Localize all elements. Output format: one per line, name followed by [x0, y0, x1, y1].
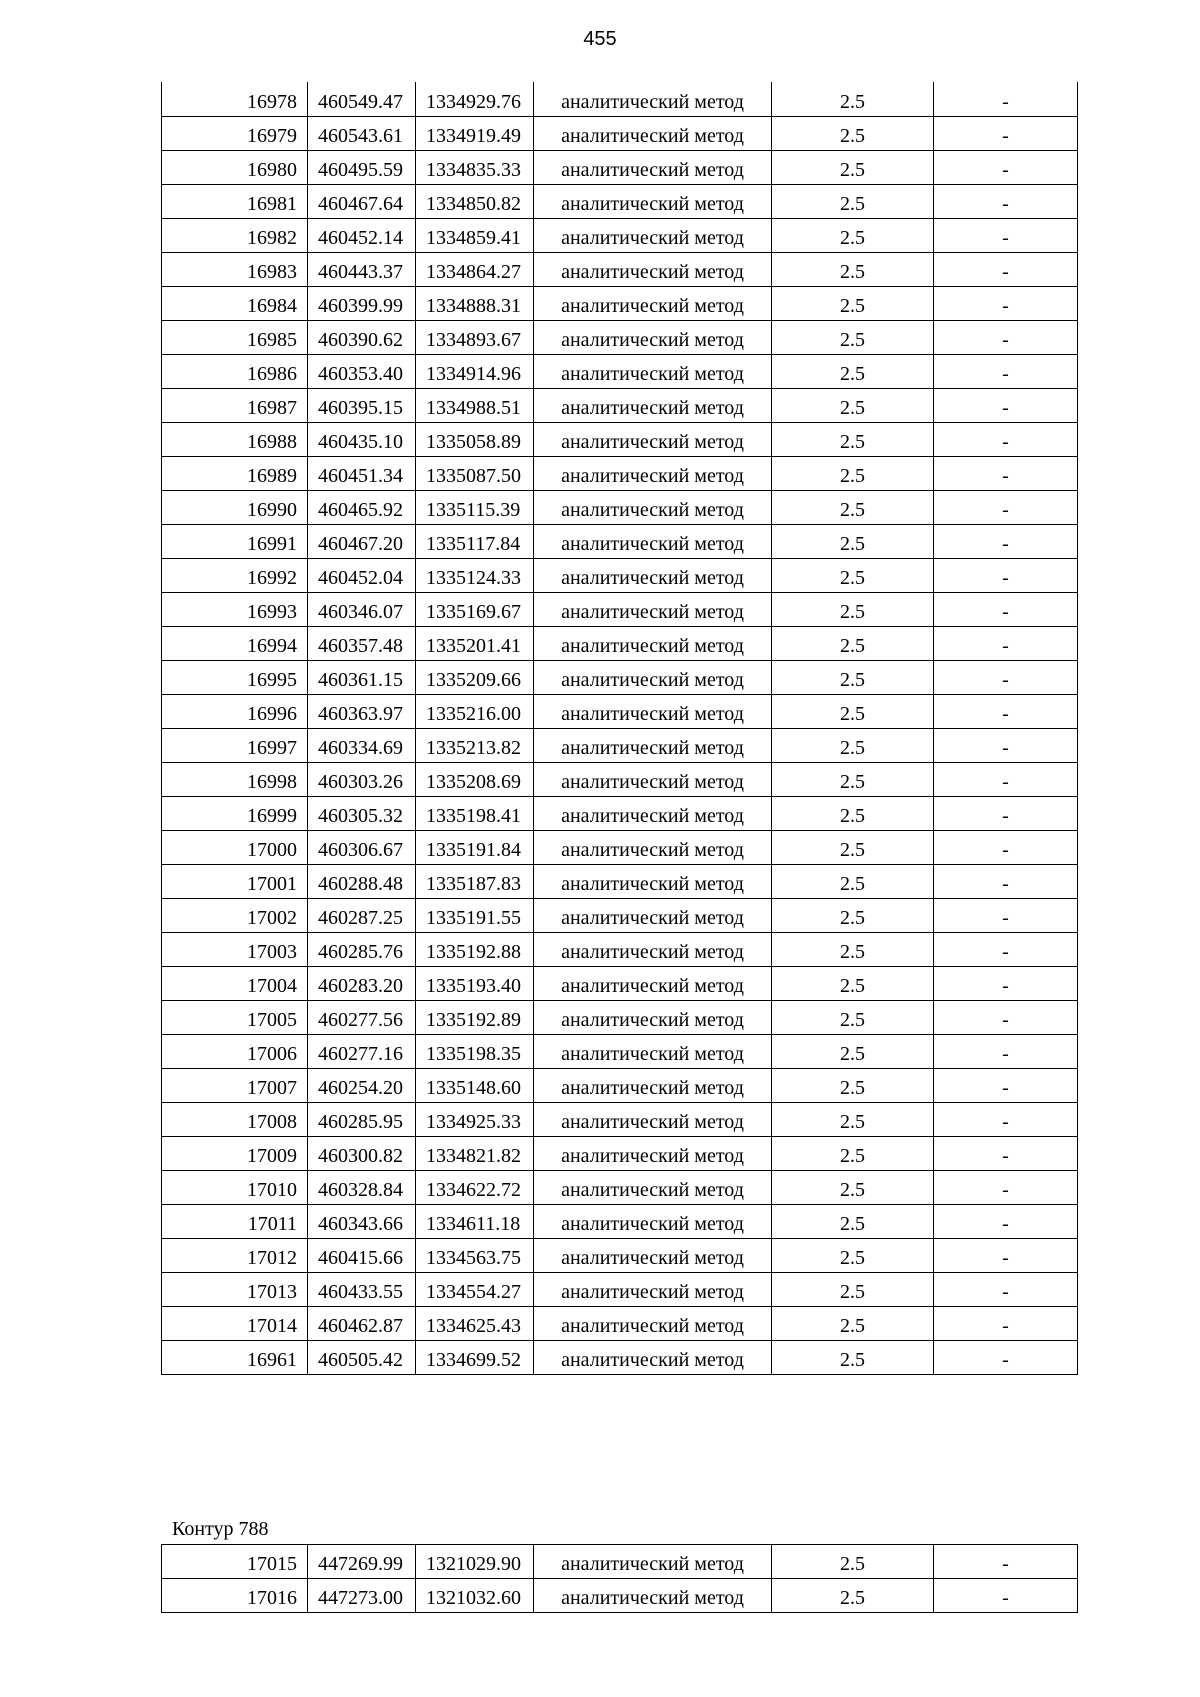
point-number-cell: 16979	[162, 116, 308, 150]
table-row	[162, 1272, 1078, 1306]
page-number: 455	[583, 28, 617, 50]
x-coordinate-cell: 460462.87	[308, 1306, 416, 1340]
description-cell: -	[934, 1340, 1078, 1374]
x-coordinate-cell: 460452.04	[308, 558, 416, 592]
accuracy-cell: 2.5	[772, 116, 934, 150]
point-number-cell: 17009	[162, 1136, 308, 1170]
x-coordinate-cell: 460361.15	[308, 660, 416, 694]
point-number-cell: 16988	[162, 422, 308, 456]
point-number-cell: 17006	[162, 1034, 308, 1068]
table-row	[162, 1068, 1078, 1102]
table-row	[162, 1238, 1078, 1272]
y-coordinate-cell: 1335192.89	[416, 1000, 534, 1034]
accuracy-cell: 2.5	[772, 524, 934, 558]
x-coordinate-cell: 460277.56	[308, 1000, 416, 1034]
description-cell: -	[934, 1272, 1078, 1306]
x-coordinate-cell: 447269.99	[308, 1545, 416, 1579]
method-cell: аналитический метод	[534, 354, 772, 388]
point-number-cell: 16961	[162, 1340, 308, 1374]
x-coordinate-cell: 460543.61	[308, 116, 416, 150]
accuracy-cell: 2.5	[772, 1579, 934, 1613]
x-coordinate-cell: 460285.95	[308, 1102, 416, 1136]
method-cell: аналитический метод	[534, 218, 772, 252]
description-cell: -	[934, 966, 1078, 1000]
method-cell: аналитический метод	[534, 456, 772, 490]
y-coordinate-cell: 1335198.41	[416, 796, 534, 830]
point-number-cell: 16980	[162, 150, 308, 184]
method-cell: аналитический метод	[534, 1272, 772, 1306]
point-number-cell: 17007	[162, 1068, 308, 1102]
description-cell: -	[934, 354, 1078, 388]
point-number-cell: 16986	[162, 354, 308, 388]
table-row	[162, 456, 1078, 490]
point-number-cell: 16978	[162, 82, 308, 116]
accuracy-cell: 2.5	[772, 456, 934, 490]
table-row	[162, 1136, 1078, 1170]
x-coordinate-cell: 460443.37	[308, 252, 416, 286]
description-cell: -	[934, 1102, 1078, 1136]
y-coordinate-cell: 1321032.60	[416, 1579, 534, 1613]
point-number-cell: 17004	[162, 966, 308, 1000]
method-cell: аналитический метод	[534, 592, 772, 626]
table-row	[162, 1102, 1078, 1136]
description-cell: -	[934, 422, 1078, 456]
accuracy-cell: 2.5	[772, 1000, 934, 1034]
table-row	[162, 660, 1078, 694]
description-cell: -	[934, 694, 1078, 728]
method-cell: аналитический метод	[534, 150, 772, 184]
y-coordinate-cell: 1334919.49	[416, 116, 534, 150]
contour-table-body	[162, 1545, 1078, 1613]
description-cell: -	[934, 1545, 1078, 1579]
table-row	[162, 796, 1078, 830]
x-coordinate-cell: 460452.14	[308, 218, 416, 252]
y-coordinate-cell: 1334611.18	[416, 1204, 534, 1238]
table-row	[162, 558, 1078, 592]
y-coordinate-cell: 1335117.84	[416, 524, 534, 558]
table-row	[162, 1306, 1078, 1340]
y-coordinate-cell: 1334699.52	[416, 1340, 534, 1374]
table-row	[162, 524, 1078, 558]
point-number-cell: 16985	[162, 320, 308, 354]
point-number-cell: 17000	[162, 830, 308, 864]
point-number-cell: 16984	[162, 286, 308, 320]
point-number-cell: 16995	[162, 660, 308, 694]
y-coordinate-cell: 1321029.90	[416, 1545, 534, 1579]
point-number-cell: 16997	[162, 728, 308, 762]
point-number-cell: 16982	[162, 218, 308, 252]
x-coordinate-cell: 447273.00	[308, 1579, 416, 1613]
table-row	[162, 82, 1078, 116]
accuracy-cell: 2.5	[772, 830, 934, 864]
accuracy-cell: 2.5	[772, 626, 934, 660]
description-cell: -	[934, 1204, 1078, 1238]
description-cell: -	[934, 252, 1078, 286]
method-cell: аналитический метод	[534, 184, 772, 218]
x-coordinate-cell: 460363.97	[308, 694, 416, 728]
accuracy-cell: 2.5	[772, 660, 934, 694]
point-number-cell: 17013	[162, 1272, 308, 1306]
description-cell: -	[934, 116, 1078, 150]
table-row	[162, 1000, 1078, 1034]
method-cell: аналитический метод	[534, 830, 772, 864]
accuracy-cell: 2.5	[772, 184, 934, 218]
y-coordinate-cell: 1335087.50	[416, 456, 534, 490]
accuracy-cell: 2.5	[772, 592, 934, 626]
point-number-cell: 16999	[162, 796, 308, 830]
description-cell: -	[934, 830, 1078, 864]
y-coordinate-cell: 1334835.33	[416, 150, 534, 184]
accuracy-cell: 2.5	[772, 286, 934, 320]
x-coordinate-cell: 460505.42	[308, 1340, 416, 1374]
accuracy-cell: 2.5	[772, 218, 934, 252]
table-row	[162, 116, 1078, 150]
x-coordinate-cell: 460433.55	[308, 1272, 416, 1306]
x-coordinate-cell: 460353.40	[308, 354, 416, 388]
accuracy-cell: 2.5	[772, 1272, 934, 1306]
method-cell: аналитический метод	[534, 762, 772, 796]
method-cell: аналитический метод	[534, 864, 772, 898]
method-cell: аналитический метод	[534, 252, 772, 286]
method-cell: аналитический метод	[534, 490, 772, 524]
y-coordinate-cell: 1334925.33	[416, 1102, 534, 1136]
x-coordinate-cell: 460343.66	[308, 1204, 416, 1238]
y-coordinate-cell: 1334554.27	[416, 1272, 534, 1306]
table-row	[162, 184, 1078, 218]
point-number-cell: 16990	[162, 490, 308, 524]
description-cell: -	[934, 150, 1078, 184]
description-cell: -	[934, 218, 1078, 252]
table-row	[162, 898, 1078, 932]
y-coordinate-cell: 1335187.83	[416, 864, 534, 898]
x-coordinate-cell: 460285.76	[308, 932, 416, 966]
table-row	[162, 490, 1078, 524]
accuracy-cell: 2.5	[772, 252, 934, 286]
point-number-cell: 16994	[162, 626, 308, 660]
accuracy-cell: 2.5	[772, 490, 934, 524]
point-number-cell: 17002	[162, 898, 308, 932]
x-coordinate-cell: 460467.64	[308, 184, 416, 218]
x-coordinate-cell: 460467.20	[308, 524, 416, 558]
y-coordinate-cell: 1335198.35	[416, 1034, 534, 1068]
description-cell: -	[934, 898, 1078, 932]
accuracy-cell: 2.5	[772, 932, 934, 966]
table-row	[162, 1204, 1078, 1238]
y-coordinate-cell: 1334821.82	[416, 1136, 534, 1170]
description-cell: -	[934, 1170, 1078, 1204]
method-cell: аналитический метод	[534, 82, 772, 116]
description-cell: -	[934, 1306, 1078, 1340]
point-number-cell: 17001	[162, 864, 308, 898]
table-row	[162, 1170, 1078, 1204]
method-cell: аналитический метод	[534, 116, 772, 150]
description-cell: -	[934, 626, 1078, 660]
method-cell: аналитический метод	[534, 524, 772, 558]
accuracy-cell: 2.5	[772, 762, 934, 796]
table-row	[162, 1579, 1078, 1613]
description-cell: -	[934, 1579, 1078, 1613]
method-cell: аналитический метод	[534, 1204, 772, 1238]
method-cell: аналитический метод	[534, 1545, 772, 1579]
y-coordinate-cell: 1334888.31	[416, 286, 534, 320]
accuracy-cell: 2.5	[772, 388, 934, 422]
point-number-cell: 17008	[162, 1102, 308, 1136]
point-number-cell: 17012	[162, 1238, 308, 1272]
table-row	[162, 1034, 1078, 1068]
y-coordinate-cell: 1334893.67	[416, 320, 534, 354]
method-cell: аналитический метод	[534, 694, 772, 728]
x-coordinate-cell: 460305.32	[308, 796, 416, 830]
table-row	[162, 728, 1078, 762]
description-cell: -	[934, 456, 1078, 490]
point-number-cell: 17010	[162, 1170, 308, 1204]
y-coordinate-cell: 1335191.84	[416, 830, 534, 864]
description-cell: -	[934, 524, 1078, 558]
x-coordinate-cell: 460303.26	[308, 762, 416, 796]
table-row	[162, 762, 1078, 796]
accuracy-cell: 2.5	[772, 1136, 934, 1170]
method-cell: аналитический метод	[534, 320, 772, 354]
accuracy-cell: 2.5	[772, 150, 934, 184]
method-cell: аналитический метод	[534, 1034, 772, 1068]
accuracy-cell: 2.5	[772, 1340, 934, 1374]
y-coordinate-cell: 1334929.76	[416, 82, 534, 116]
table-row	[162, 218, 1078, 252]
x-coordinate-cell: 460465.92	[308, 490, 416, 524]
x-coordinate-cell: 460287.25	[308, 898, 416, 932]
x-coordinate-cell: 460390.62	[308, 320, 416, 354]
y-coordinate-cell: 1335058.89	[416, 422, 534, 456]
description-cell: -	[934, 592, 1078, 626]
y-coordinate-cell: 1335193.40	[416, 966, 534, 1000]
method-cell: аналитический метод	[534, 388, 772, 422]
description-cell: -	[934, 82, 1078, 116]
table-row	[162, 320, 1078, 354]
method-cell: аналитический метод	[534, 796, 772, 830]
point-number-cell: 17014	[162, 1306, 308, 1340]
x-coordinate-cell: 460334.69	[308, 728, 416, 762]
point-number-cell: 17016	[162, 1579, 308, 1613]
accuracy-cell: 2.5	[772, 1034, 934, 1068]
point-number-cell: 17011	[162, 1204, 308, 1238]
table-row	[162, 422, 1078, 456]
y-coordinate-cell: 1335191.55	[416, 898, 534, 932]
coordinates-table-body	[162, 82, 1078, 1374]
accuracy-cell: 2.5	[772, 558, 934, 592]
description-cell: -	[934, 558, 1078, 592]
accuracy-cell: 2.5	[772, 898, 934, 932]
accuracy-cell: 2.5	[772, 1204, 934, 1238]
y-coordinate-cell: 1334914.96	[416, 354, 534, 388]
x-coordinate-cell: 460283.20	[308, 966, 416, 1000]
method-cell: аналитический метод	[534, 1000, 772, 1034]
description-cell: -	[934, 286, 1078, 320]
description-cell: -	[934, 932, 1078, 966]
accuracy-cell: 2.5	[772, 796, 934, 830]
x-coordinate-cell: 460254.20	[308, 1068, 416, 1102]
y-coordinate-cell: 1334859.41	[416, 218, 534, 252]
description-cell: -	[934, 796, 1078, 830]
method-cell: аналитический метод	[534, 422, 772, 456]
method-cell: аналитический метод	[534, 558, 772, 592]
accuracy-cell: 2.5	[772, 1170, 934, 1204]
x-coordinate-cell: 460415.66	[308, 1238, 416, 1272]
point-number-cell: 16991	[162, 524, 308, 558]
point-number-cell: 16993	[162, 592, 308, 626]
table-row	[162, 252, 1078, 286]
x-coordinate-cell: 460395.15	[308, 388, 416, 422]
y-coordinate-cell: 1335201.41	[416, 626, 534, 660]
table-row	[162, 286, 1078, 320]
description-cell: -	[934, 864, 1078, 898]
table-row	[162, 388, 1078, 422]
x-coordinate-cell: 460451.34	[308, 456, 416, 490]
y-coordinate-cell: 1334864.27	[416, 252, 534, 286]
point-number-cell: 16996	[162, 694, 308, 728]
description-cell: -	[934, 728, 1078, 762]
x-coordinate-cell: 460277.16	[308, 1034, 416, 1068]
y-coordinate-cell: 1335169.67	[416, 592, 534, 626]
coordinates-table	[161, 82, 1078, 1375]
method-cell: аналитический метод	[534, 966, 772, 1000]
description-cell: -	[934, 1068, 1078, 1102]
table-row	[162, 354, 1078, 388]
y-coordinate-cell: 1334988.51	[416, 388, 534, 422]
x-coordinate-cell: 460328.84	[308, 1170, 416, 1204]
y-coordinate-cell: 1335213.82	[416, 728, 534, 762]
point-number-cell: 17003	[162, 932, 308, 966]
method-cell: аналитический метод	[534, 1238, 772, 1272]
x-coordinate-cell: 460495.59	[308, 150, 416, 184]
x-coordinate-cell: 460346.07	[308, 592, 416, 626]
description-cell: -	[934, 762, 1078, 796]
y-coordinate-cell: 1335208.69	[416, 762, 534, 796]
table-row	[162, 932, 1078, 966]
table-row	[162, 592, 1078, 626]
table-row	[162, 1340, 1078, 1374]
x-coordinate-cell: 460300.82	[308, 1136, 416, 1170]
accuracy-cell: 2.5	[772, 694, 934, 728]
table-row	[162, 864, 1078, 898]
y-coordinate-cell: 1334622.72	[416, 1170, 534, 1204]
point-number-cell: 16989	[162, 456, 308, 490]
description-cell: -	[934, 184, 1078, 218]
accuracy-cell: 2.5	[772, 728, 934, 762]
description-cell: -	[934, 1034, 1078, 1068]
method-cell: аналитический метод	[534, 1102, 772, 1136]
y-coordinate-cell: 1334850.82	[416, 184, 534, 218]
method-cell: аналитический метод	[534, 660, 772, 694]
x-coordinate-cell: 460549.47	[308, 82, 416, 116]
x-coordinate-cell: 460288.48	[308, 864, 416, 898]
point-number-cell: 16992	[162, 558, 308, 592]
accuracy-cell: 2.5	[772, 864, 934, 898]
point-number-cell: 16987	[162, 388, 308, 422]
description-cell: -	[934, 320, 1078, 354]
point-number-cell: 16998	[162, 762, 308, 796]
x-coordinate-cell: 460399.99	[308, 286, 416, 320]
point-number-cell: 16981	[162, 184, 308, 218]
method-cell: аналитический метод	[534, 1068, 772, 1102]
table-row	[162, 966, 1078, 1000]
y-coordinate-cell: 1335115.39	[416, 490, 534, 524]
x-coordinate-cell: 460435.10	[308, 422, 416, 456]
table-row	[162, 830, 1078, 864]
y-coordinate-cell: 1335192.88	[416, 932, 534, 966]
method-cell: аналитический метод	[534, 898, 772, 932]
point-number-cell: 17005	[162, 1000, 308, 1034]
point-number-cell: 16983	[162, 252, 308, 286]
accuracy-cell: 2.5	[772, 1545, 934, 1579]
accuracy-cell: 2.5	[772, 1068, 934, 1102]
description-cell: -	[934, 1000, 1078, 1034]
y-coordinate-cell: 1334563.75	[416, 1238, 534, 1272]
contour-coordinates-table	[161, 1544, 1078, 1613]
accuracy-cell: 2.5	[772, 1102, 934, 1136]
y-coordinate-cell: 1335124.33	[416, 558, 534, 592]
accuracy-cell: 2.5	[772, 422, 934, 456]
x-coordinate-cell: 460306.67	[308, 830, 416, 864]
description-cell: -	[934, 388, 1078, 422]
method-cell: аналитический метод	[534, 1306, 772, 1340]
accuracy-cell: 2.5	[772, 320, 934, 354]
point-number-cell: 17015	[162, 1545, 308, 1579]
method-cell: аналитический метод	[534, 728, 772, 762]
accuracy-cell: 2.5	[772, 354, 934, 388]
table-row	[162, 694, 1078, 728]
method-cell: аналитический метод	[534, 286, 772, 320]
contour-label: Контур 788	[172, 1518, 269, 1540]
description-cell: -	[934, 1238, 1078, 1272]
description-cell: -	[934, 490, 1078, 524]
accuracy-cell: 2.5	[772, 1238, 934, 1272]
description-cell: -	[934, 1136, 1078, 1170]
method-cell: аналитический метод	[534, 932, 772, 966]
y-coordinate-cell: 1335209.66	[416, 660, 534, 694]
y-coordinate-cell: 1335148.60	[416, 1068, 534, 1102]
accuracy-cell: 2.5	[772, 82, 934, 116]
x-coordinate-cell: 460357.48	[308, 626, 416, 660]
y-coordinate-cell: 1335216.00	[416, 694, 534, 728]
y-coordinate-cell: 1334625.43	[416, 1306, 534, 1340]
table-row	[162, 626, 1078, 660]
description-cell: -	[934, 660, 1078, 694]
method-cell: аналитический метод	[534, 1579, 772, 1613]
table-row	[162, 1545, 1078, 1579]
accuracy-cell: 2.5	[772, 1306, 934, 1340]
table-row	[162, 150, 1078, 184]
method-cell: аналитический метод	[534, 1170, 772, 1204]
method-cell: аналитический метод	[534, 1340, 772, 1374]
method-cell: аналитический метод	[534, 1136, 772, 1170]
method-cell: аналитический метод	[534, 626, 772, 660]
accuracy-cell: 2.5	[772, 966, 934, 1000]
